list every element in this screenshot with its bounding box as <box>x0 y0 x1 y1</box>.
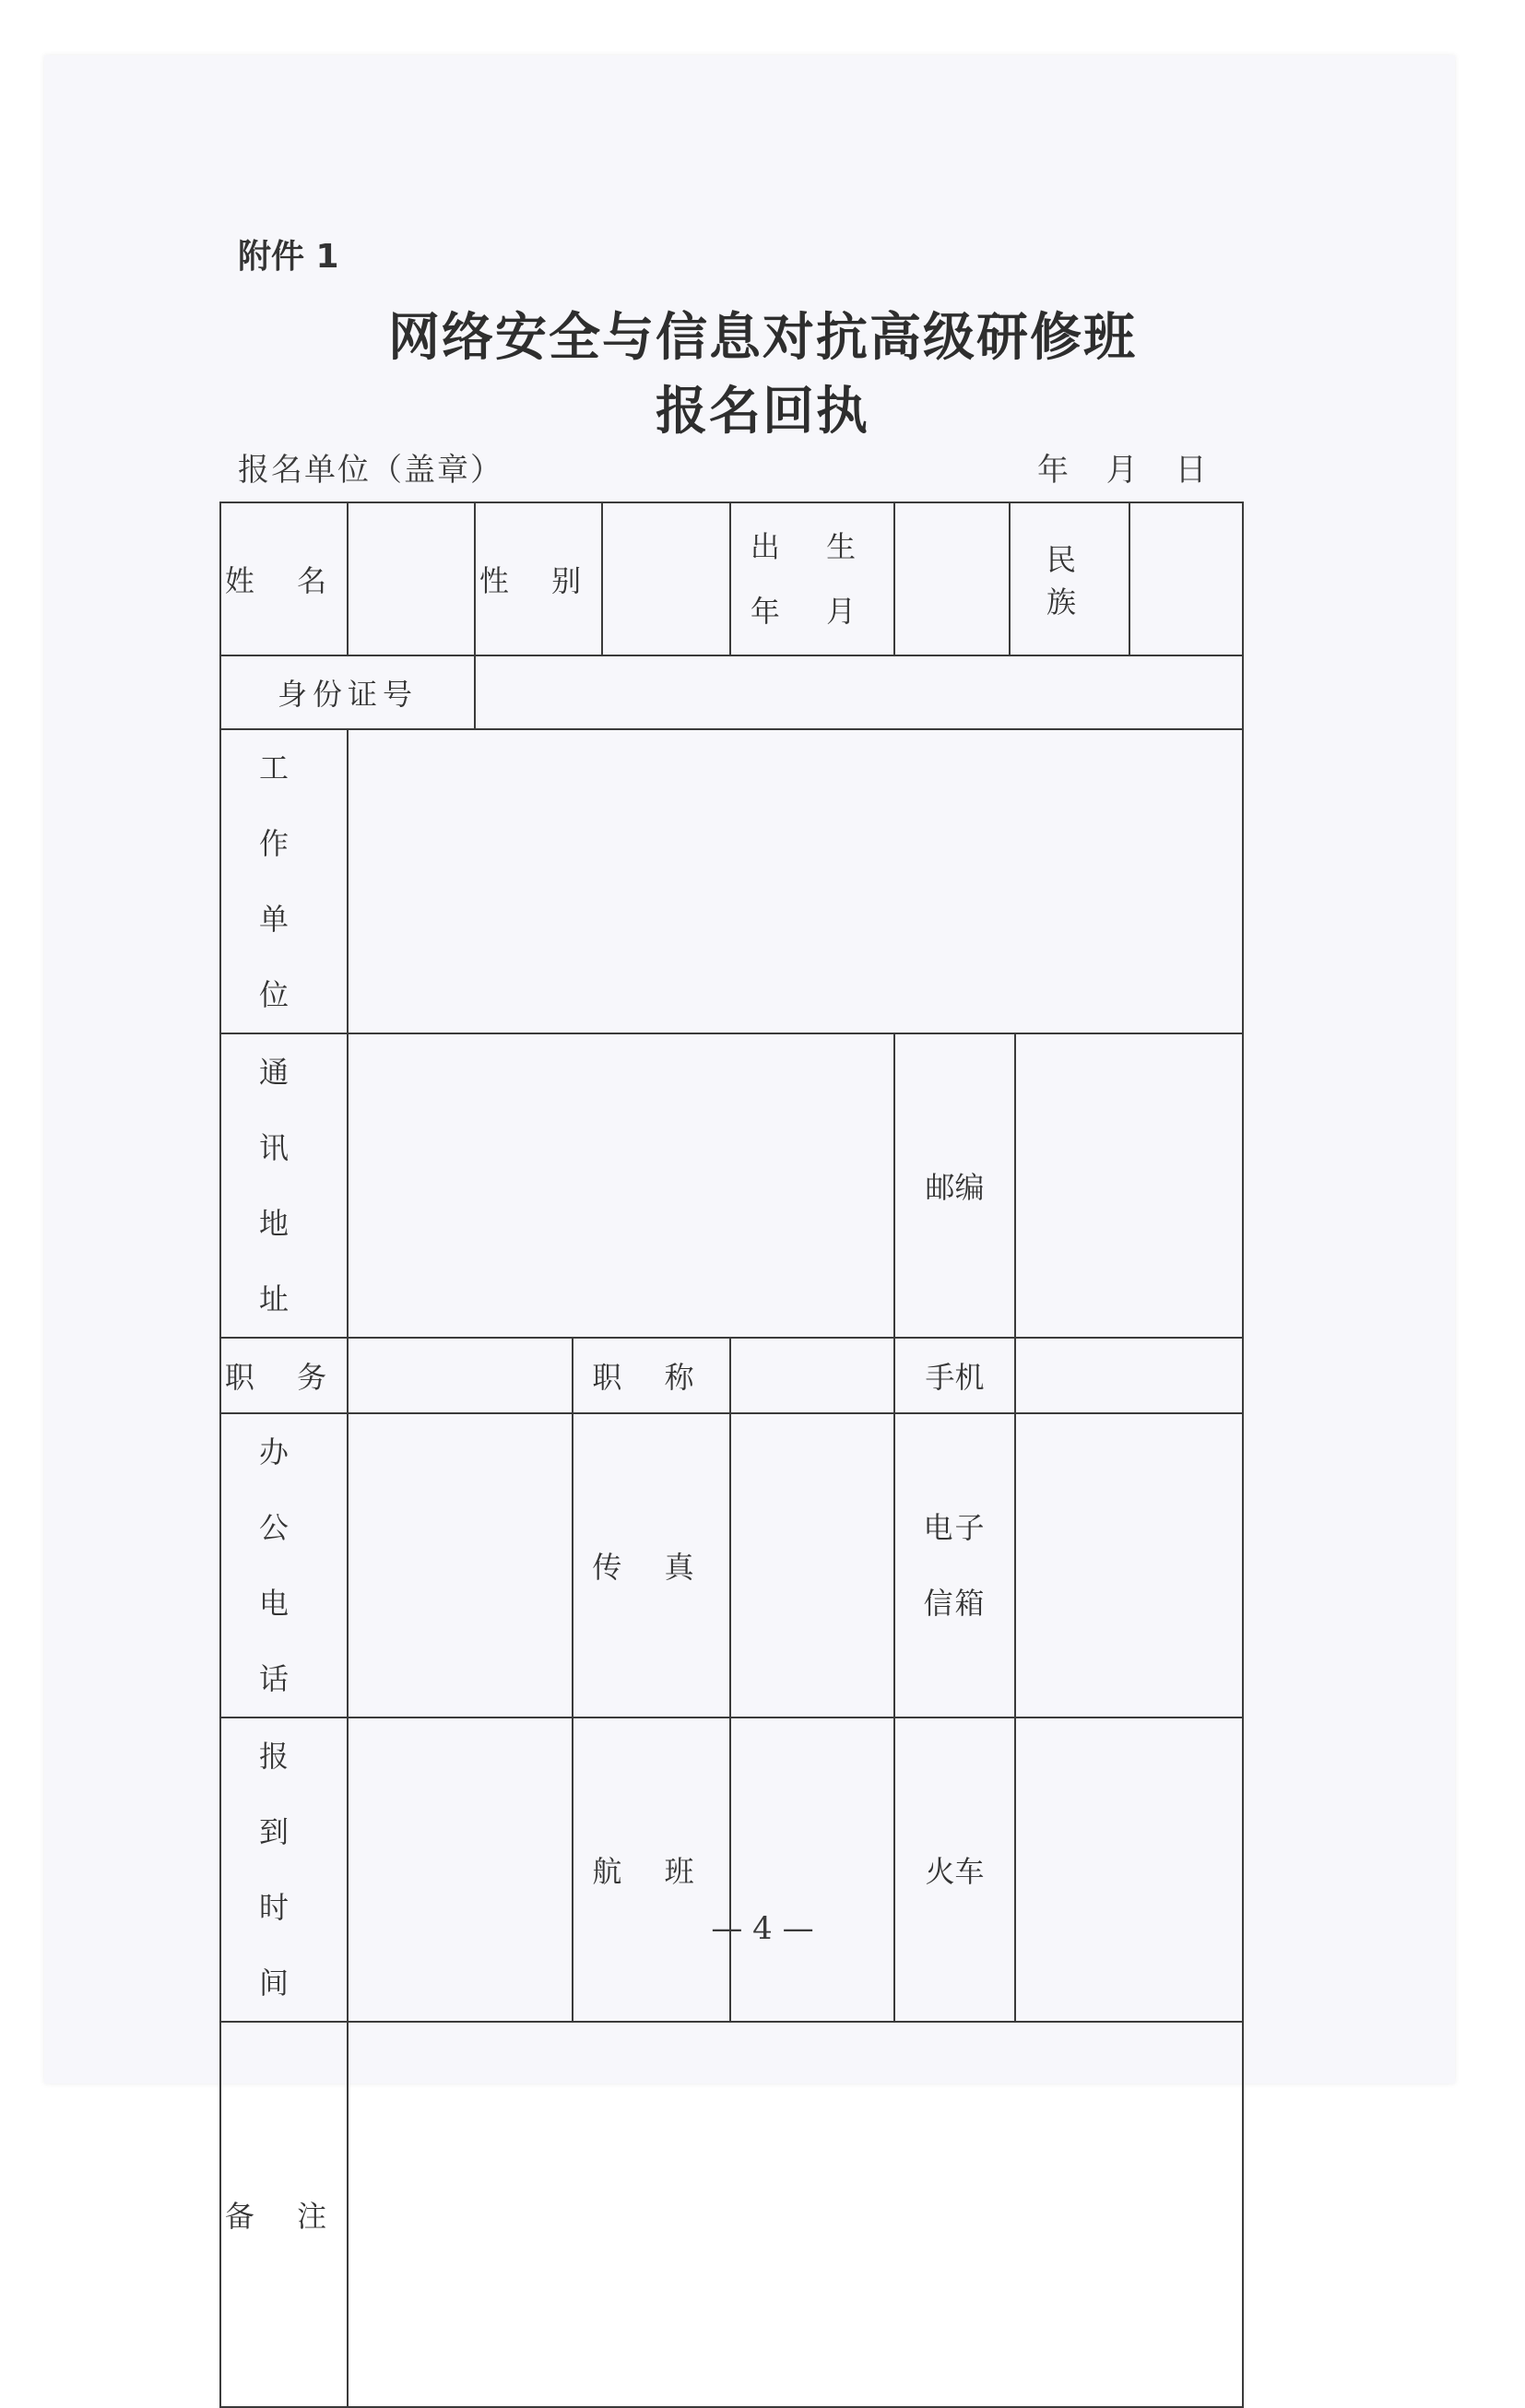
ethnicity-label: 民 族 <box>1010 502 1129 655</box>
address-field[interactable] <box>348 1033 894 1338</box>
flight-label: 航 班 <box>573 1717 730 2022</box>
birth-label: 出 生 年 月 <box>730 502 894 655</box>
workplace-field[interactable] <box>348 729 1243 1033</box>
attachment-label: 附件 1 <box>238 238 339 276</box>
remarks-field[interactable] <box>348 2022 1243 2407</box>
id-number-label: 身份证号 <box>220 655 475 729</box>
postcode-field[interactable] <box>1015 1033 1243 1338</box>
id-number-field[interactable] <box>475 655 1243 729</box>
page-number: — 4 — <box>711 1910 814 1947</box>
mobile-label: 手机 <box>894 1338 1015 1413</box>
name-label: 姓 名 <box>220 502 348 655</box>
postcode-label: 邮编 <box>894 1033 1015 1338</box>
document-subtitle: 报名回执 <box>656 381 869 442</box>
title-label: 职 称 <box>573 1338 730 1413</box>
workplace-label: 工 作 单 位 <box>220 729 348 1033</box>
fax-label: 传 真 <box>573 1413 730 1717</box>
name-field[interactable] <box>348 502 475 655</box>
registration-form <box>219 502 1244 2408</box>
fax-field[interactable] <box>730 1413 894 1717</box>
title-field[interactable] <box>730 1338 894 1413</box>
office-phone-field[interactable] <box>348 1413 573 1717</box>
train-label: 火车 <box>894 1717 1015 2022</box>
arrival-time-field[interactable] <box>348 1717 573 2022</box>
document-title: 网络安全与信息对抗高级研修班 <box>388 307 1137 368</box>
registration-unit-label: 报名单位（盖章） <box>238 452 503 489</box>
date-label: 年 月 日 <box>1037 452 1207 489</box>
gender-label: 性 别 <box>475 502 602 655</box>
office-phone-label: 办 公 电 话 <box>220 1413 348 1717</box>
ethnicity-field[interactable] <box>1129 502 1243 655</box>
position-label: 职 务 <box>220 1338 348 1413</box>
flight-field[interactable] <box>730 1717 894 2022</box>
mobile-field[interactable] <box>1015 1338 1243 1413</box>
email-field[interactable] <box>1015 1413 1243 1717</box>
birth-field[interactable] <box>894 502 1010 655</box>
remarks-label: 备 注 <box>220 2022 348 2407</box>
arrival-time-label: 报 到 时 间 <box>220 1717 348 2022</box>
email-label: 电子 信箱 <box>894 1413 1015 1717</box>
address-label: 通 讯 地 址 <box>220 1033 348 1338</box>
position-field[interactable] <box>348 1338 573 1413</box>
train-field[interactable] <box>1015 1717 1243 2022</box>
gender-field[interactable] <box>602 502 730 655</box>
